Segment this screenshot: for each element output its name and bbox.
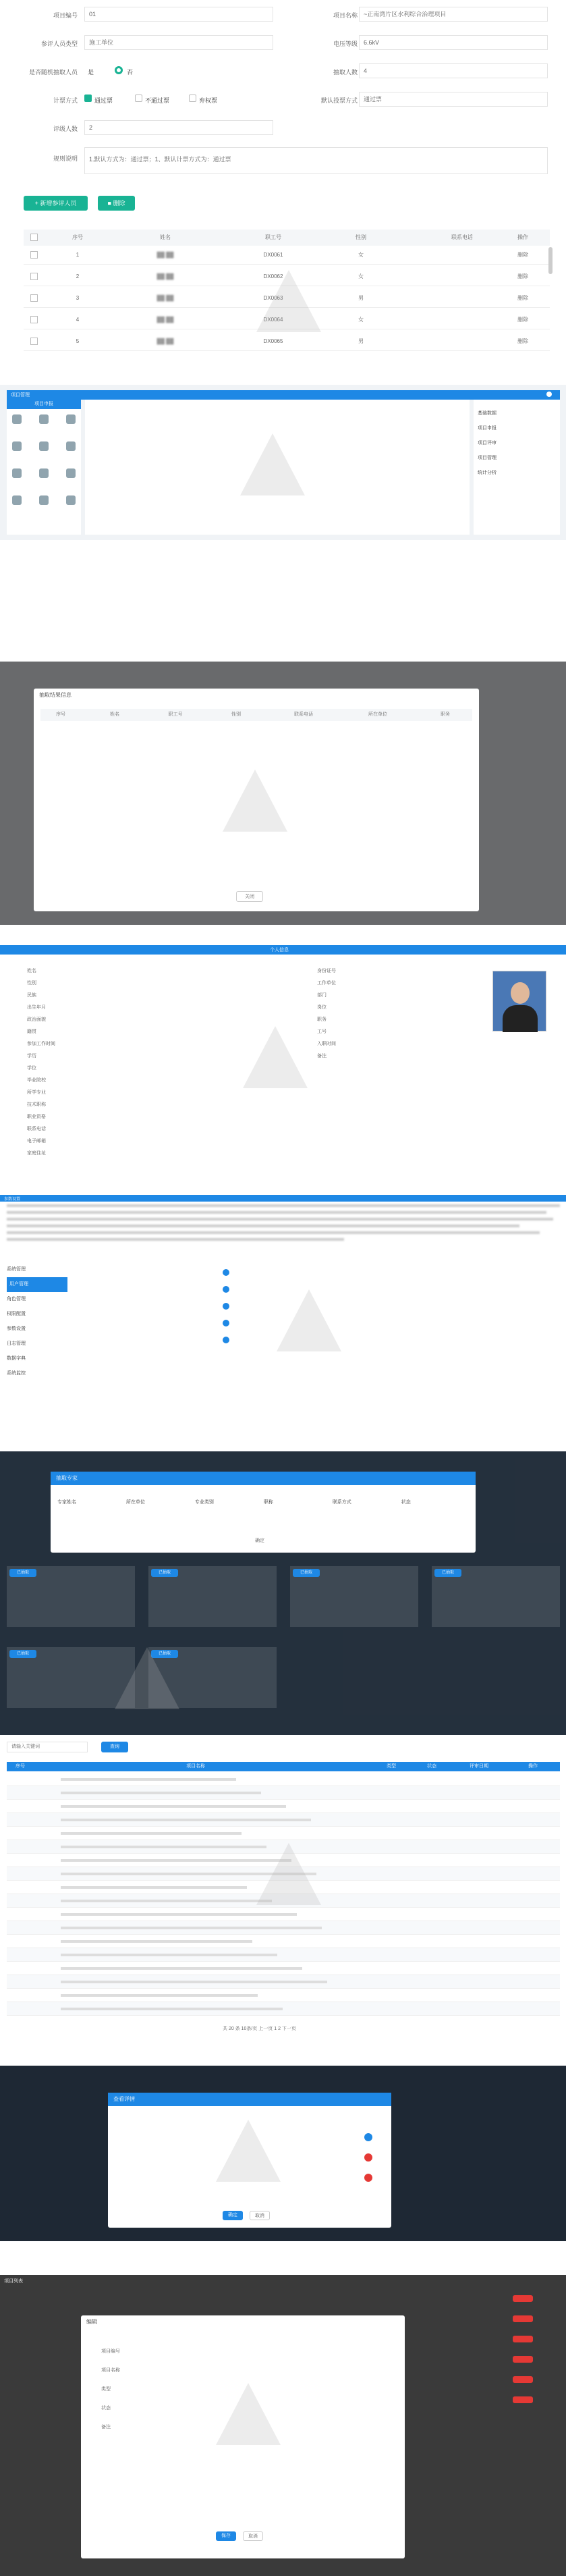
profile-left-fields: [27, 965, 55, 1160]
watermark: [216, 2120, 281, 2182]
panel-cards: [0, 1451, 566, 1735]
text-line: [7, 1231, 540, 1234]
type-label: 参评人员类型: [40, 41, 78, 47]
profile-header: [0, 945, 566, 955]
field-label: 部门: [317, 993, 327, 998]
watermark: [240, 433, 305, 495]
field-label: 毕业院校: [27, 1078, 46, 1083]
table-row[interactable]: [7, 1800, 560, 1813]
plus-icon: +: [34, 200, 40, 207]
field-label: 备注: [317, 1054, 327, 1058]
row-action[interactable]: [513, 2295, 533, 2302]
right-action-column: [432, 2295, 560, 2565]
cell-id: DX0063: [263, 295, 283, 301]
watermark: [243, 1026, 308, 1088]
panel-form: [0, 0, 566, 365]
avatar-body: [503, 1005, 538, 1032]
nav-item[interactable]: 项目管理: [478, 456, 497, 460]
row-delete-link[interactable]: 删除: [517, 252, 528, 258]
watermark: [256, 1843, 321, 1905]
project-no-label: 项目编号: [53, 12, 78, 19]
field-label: 身份证号: [317, 969, 336, 973]
method-check-1[interactable]: [84, 95, 92, 102]
row-action[interactable]: [513, 2336, 533, 2342]
app-icon[interactable]: [66, 414, 76, 424]
cell-no: 4: [76, 317, 80, 323]
cards-dialog: [51, 1472, 476, 1553]
app-icon[interactable]: [66, 468, 76, 478]
row-text-placeholder: [61, 1981, 327, 1983]
method-opt-2: 不通过票: [145, 97, 170, 104]
watermark: [277, 1289, 341, 1351]
result-dialog: [34, 689, 479, 911]
table-scrollbar[interactable]: [548, 247, 553, 274]
watermark: [216, 2383, 281, 2445]
edit-labels: [101, 2342, 120, 2437]
table-row[interactable]: [7, 1948, 560, 1962]
detail-dialog: [108, 2093, 391, 2228]
table-row[interactable]: [7, 1989, 560, 2002]
method-label: 计票方式: [53, 97, 78, 104]
th: 联系电话: [294, 712, 313, 717]
cell-id: DX0064: [263, 317, 283, 323]
th-op: 操作: [517, 234, 528, 240]
edit-cancel-button[interactable]: 取消: [243, 2531, 263, 2541]
th: 职务: [441, 712, 450, 717]
watermark: [115, 1647, 179, 1709]
note-label: 规则说明: [53, 155, 78, 162]
cell-no: 3: [76, 295, 80, 301]
cell-id: DX0061: [263, 252, 283, 258]
pagination[interactable]: 共 20 条 10条/页 上一页 1 2 下一页: [223, 2027, 296, 2031]
th: 性别: [231, 712, 241, 717]
edit-title: 编辑: [86, 2319, 97, 2325]
menu-item[interactable]: 日志管理: [7, 1341, 26, 1346]
sidebar-selected[interactable]: 项目申报: [7, 400, 81, 409]
th: 评审日期: [470, 1764, 488, 1769]
project-name-label: 项目名称: [333, 12, 358, 19]
row-action[interactable]: [513, 2315, 533, 2322]
row-action[interactable]: [513, 2376, 533, 2383]
table-row[interactable]: [24, 332, 550, 351]
menu-item[interactable]: 权限配置: [7, 1312, 26, 1316]
select-all-checkbox[interactable]: [30, 234, 38, 241]
card-status: 已抽取: [151, 1650, 178, 1658]
app-icon[interactable]: [12, 468, 22, 478]
cell-no: 1: [76, 252, 80, 258]
status-dot: [364, 2153, 372, 2162]
card-status: 已抽取: [434, 1569, 461, 1577]
col-label: 专家姓名: [57, 1500, 76, 1505]
app-icon[interactable]: [12, 441, 22, 451]
th-gender: 性别: [356, 234, 366, 240]
toggle-dot[interactable]: [223, 1286, 229, 1293]
toggle-dot[interactable]: [223, 1337, 229, 1343]
add-member-button[interactable]: + 新增参评人员: [24, 196, 88, 211]
col-label: 状态: [401, 1500, 411, 1505]
field-label: 联系电话: [27, 1127, 46, 1131]
row-action[interactable]: [513, 2396, 533, 2403]
th: 状态: [427, 1764, 436, 1769]
field-label: 工作单位: [317, 981, 336, 986]
method-check-2[interactable]: [135, 95, 142, 102]
cell-name: ██ ██: [157, 317, 174, 323]
row-text-placeholder: [61, 2008, 283, 2010]
inspect-label: 是否随机抽取人员: [28, 69, 78, 76]
list-search-input[interactable]: 请输入关键词: [7, 1742, 88, 1752]
cell-name: ██ ██: [157, 252, 174, 258]
cell-gender: 女: [358, 252, 364, 258]
field-label: 工号: [317, 1029, 327, 1034]
nav-item[interactable]: 项目评审: [478, 441, 497, 446]
card[interactable]: [290, 1566, 418, 1627]
dialog-title: 抽取结果信息: [39, 692, 72, 698]
panel-settings: [0, 1195, 566, 1418]
app-icon[interactable]: [39, 468, 49, 478]
field-label: 性别: [27, 981, 36, 986]
field-label: 入职时间: [317, 1042, 336, 1046]
right-nav-list: [478, 406, 497, 481]
rule-input[interactable]: 通过票: [359, 92, 548, 107]
cell-id: DX0062: [263, 273, 283, 279]
table-row[interactable]: [24, 246, 550, 265]
field-label: 技术职称: [27, 1102, 46, 1107]
th-id: 职工号: [265, 234, 281, 240]
nav-item[interactable]: 统计分析: [478, 471, 497, 475]
cell-name: ██ ██: [157, 338, 174, 344]
row-action[interactable]: [513, 2356, 533, 2363]
field-label: 学历: [27, 1054, 36, 1058]
row-text-placeholder: [61, 1994, 258, 1997]
panel-profile: [0, 945, 566, 1188]
watermark: [256, 270, 321, 332]
card-status: 已抽取: [9, 1650, 36, 1658]
row-checkbox[interactable]: [30, 316, 38, 323]
text-line: [7, 1218, 553, 1220]
cell-name: ██ ██: [157, 273, 174, 279]
table-row[interactable]: [7, 1935, 560, 1948]
settings-title: 参数设置: [4, 1198, 21, 1202]
settings-menu: [7, 1262, 67, 1381]
col-label: 联系方式: [332, 1500, 351, 1505]
th: 类型: [387, 1764, 396, 1769]
row-checkbox[interactable]: [30, 251, 38, 259]
table-row[interactable]: [7, 1827, 560, 1840]
table-row[interactable]: [7, 1921, 560, 1935]
edit-label: 类型: [101, 2387, 111, 2392]
table-row[interactable]: [7, 1773, 560, 1786]
col-label: 职称: [263, 1500, 273, 1505]
method-opt-1: 通过票: [94, 97, 113, 104]
row-text-placeholder: [61, 1886, 247, 1889]
cards-header-row: [57, 1499, 469, 1505]
menu-item[interactable]: 用户管理: [7, 1277, 67, 1292]
radio-yes-dot[interactable]: [115, 66, 123, 74]
menu-item[interactable]: 数据字典: [7, 1356, 26, 1361]
menu-item[interactable]: 参数设置: [7, 1326, 26, 1331]
field-label: 政治面貌: [27, 1017, 46, 1022]
cards-dialog-title: 抽取专家: [51, 1472, 476, 1485]
field-label: 家庭住址: [27, 1151, 46, 1156]
field-label: 出生年月: [27, 1005, 46, 1010]
col-label: 专业类别: [194, 1500, 214, 1505]
row-text-placeholder: [61, 1832, 242, 1835]
text-line: [7, 1204, 560, 1207]
panel-detail: [0, 2066, 566, 2241]
row-text-placeholder: [61, 1954, 277, 1956]
method-check-3[interactable]: [189, 95, 196, 102]
cell-no: 5: [76, 338, 80, 344]
row-checkbox[interactable]: [30, 273, 38, 280]
voltage-label: 电压等级: [333, 41, 358, 47]
table-row[interactable]: [7, 1962, 560, 1975]
detail-title: 查看详情: [108, 2093, 391, 2106]
text-line: [7, 1238, 344, 1241]
app-icon[interactable]: [39, 441, 49, 451]
card-status: 已抽取: [293, 1569, 320, 1577]
cell-gender: 女: [358, 317, 364, 323]
row-text-placeholder: [61, 1846, 266, 1848]
row-delete-link[interactable]: 删除: [517, 338, 528, 344]
settings-header: [0, 1195, 566, 1202]
dialog-close-button[interactable]: 关闭: [236, 891, 263, 902]
avatar-face: [511, 982, 530, 1004]
field-label: 学位: [27, 1066, 36, 1071]
field-label: 职业资格: [27, 1115, 46, 1119]
cell-gender: 女: [358, 273, 364, 279]
edit-save-button[interactable]: 保存: [216, 2531, 236, 2541]
th-no: 序号: [72, 234, 83, 240]
row-text-placeholder: [61, 1778, 236, 1781]
card[interactable]: [432, 1566, 560, 1627]
th: 职工号: [168, 712, 183, 717]
app-icon[interactable]: [12, 414, 22, 424]
cards-grid: [7, 1566, 560, 1721]
status-dot: [364, 2133, 372, 2141]
th-name: 姓名: [160, 234, 171, 240]
app-icon[interactable]: [12, 495, 22, 505]
row-delete-link[interactable]: 删除: [517, 317, 528, 323]
app-main: [85, 400, 470, 535]
row-text-placeholder: [61, 1913, 297, 1916]
count-label: 抽取人数: [333, 69, 358, 76]
note-textarea[interactable]: 1.默认方式为：通过票；1、默认计票方式为：通过票: [84, 147, 548, 174]
app-sidebar: [7, 400, 81, 535]
th: 序号: [56, 712, 65, 717]
row-text-placeholder: [61, 1900, 272, 1902]
nav-item[interactable]: 基础数据: [478, 411, 497, 416]
text-line: [7, 1211, 546, 1214]
panel-dialog-result: [0, 662, 566, 925]
panel-app: [0, 385, 566, 540]
edit-label: 状态: [101, 2406, 111, 2411]
row-text-placeholder: [61, 1940, 252, 1943]
detail-ok-button[interactable]: 确定: [223, 2211, 243, 2220]
row-checkbox[interactable]: [30, 338, 38, 345]
app-header: [7, 390, 560, 400]
toggle-dot[interactable]: [223, 1320, 229, 1326]
col-label: 所在单位: [125, 1500, 145, 1505]
field-label: 姓名: [27, 969, 36, 973]
panel-list: [0, 1742, 566, 2052]
toggle-dot[interactable]: [223, 1303, 229, 1310]
edit-label: 项目名称: [101, 2368, 120, 2373]
card-status: 已抽取: [9, 1569, 36, 1577]
card-status: 已抽取: [151, 1569, 178, 1577]
icon-grid: [12, 414, 76, 529]
row-delete-link[interactable]: 删除: [517, 273, 528, 279]
toggle-dot[interactable]: [223, 1269, 229, 1276]
app-right-nav: [474, 400, 560, 535]
status-dot: [364, 2174, 372, 2182]
row-text-placeholder: [61, 1792, 261, 1794]
table-row[interactable]: [7, 1813, 560, 1827]
field-label: 电子邮箱: [27, 1139, 46, 1144]
menu-item[interactable]: 系统管理: [7, 1267, 26, 1272]
cell-gender: 男: [358, 338, 364, 344]
project-name-input[interactable]: ~正南湾片区水利综合治理项目: [359, 7, 548, 22]
avatar: [492, 971, 546, 1031]
type-input[interactable]: 施工单位: [84, 35, 273, 50]
field-label: 岗位: [317, 1005, 327, 1010]
voltage-input[interactable]: 6.6kV: [359, 35, 548, 50]
card[interactable]: [7, 1566, 135, 1627]
table-header: [24, 230, 550, 246]
th: 项目名称: [186, 1764, 205, 1769]
settings-text-block: [7, 1204, 560, 1252]
method-opt-3: 弃权票: [199, 97, 218, 104]
field-label: 所学专业: [27, 1090, 46, 1095]
edit-label: 项目编号: [101, 2349, 120, 2354]
app-icon[interactable]: [66, 441, 76, 451]
cell-gender: 男: [358, 295, 364, 301]
app-title: 项目管理: [11, 393, 30, 398]
rule-label: 默认投票方式: [320, 97, 358, 104]
delete-button[interactable]: ■ 删除: [98, 196, 135, 211]
watermark: [223, 770, 287, 832]
th-phone: 联系电话: [451, 234, 473, 240]
edit-label: 备注: [101, 2425, 111, 2430]
edit-dialog: [81, 2315, 405, 2558]
row-delete-link[interactable]: 删除: [517, 295, 528, 301]
menu-item[interactable]: 系统监控: [7, 1371, 26, 1376]
cell-name: ██ ██: [157, 295, 174, 301]
th: 操作: [528, 1764, 538, 1769]
th: 所在单位: [368, 712, 387, 717]
app-icon[interactable]: [66, 495, 76, 505]
field-label: 职务: [317, 1017, 327, 1022]
app-icon[interactable]: [39, 495, 49, 505]
row-text-placeholder: [61, 1967, 302, 1970]
row-text-placeholder: [61, 1805, 286, 1808]
table-row[interactable]: [7, 1975, 560, 1989]
menu-item[interactable]: 角色管理: [7, 1297, 26, 1302]
close-icon[interactable]: [546, 392, 552, 397]
count-input[interactable]: 4: [359, 63, 548, 78]
project-no-input[interactable]: 01: [84, 7, 273, 22]
trash-icon: ■: [107, 200, 113, 207]
card[interactable]: [148, 1566, 277, 1627]
list-header: [7, 1762, 560, 1771]
settings-grid: [74, 1262, 560, 1397]
profile-title: 个人信息: [270, 948, 289, 952]
field-label: 民族: [27, 993, 36, 998]
field-label: 参加工作时间: [27, 1042, 55, 1046]
row-text-placeholder: [61, 1927, 322, 1929]
radio-no[interactable]: 是: [88, 69, 94, 76]
cell-id: DX0065: [263, 338, 283, 344]
profile-right-fields: [317, 965, 336, 1063]
dialog-table-header: [40, 709, 472, 721]
cards-confirm-button[interactable]: 确定: [255, 1538, 264, 1543]
list-search-button[interactable]: 查询: [101, 1742, 128, 1752]
section-title: 项目列表: [4, 2279, 23, 2284]
table-row[interactable]: [7, 1908, 560, 1921]
cell-no: 2: [76, 273, 80, 279]
text-line: [7, 1225, 519, 1227]
th: 序号: [16, 1764, 25, 1769]
table-row[interactable]: [7, 1786, 560, 1800]
row-text-placeholder: [61, 1819, 311, 1821]
app-icon[interactable]: [39, 414, 49, 424]
detail-cancel-button[interactable]: 取消: [250, 2211, 270, 2220]
field-label: 籍贯: [27, 1029, 36, 1034]
panel-edit: [0, 2275, 566, 2576]
th: 姓名: [110, 712, 119, 717]
review-input[interactable]: 2: [84, 120, 273, 135]
row-checkbox[interactable]: [30, 294, 38, 302]
radio-yes[interactable]: 否: [127, 69, 134, 76]
nav-item[interactable]: 项目申报: [478, 426, 497, 431]
review-label: 评级人数: [53, 126, 78, 132]
table-row[interactable]: [7, 2002, 560, 2016]
